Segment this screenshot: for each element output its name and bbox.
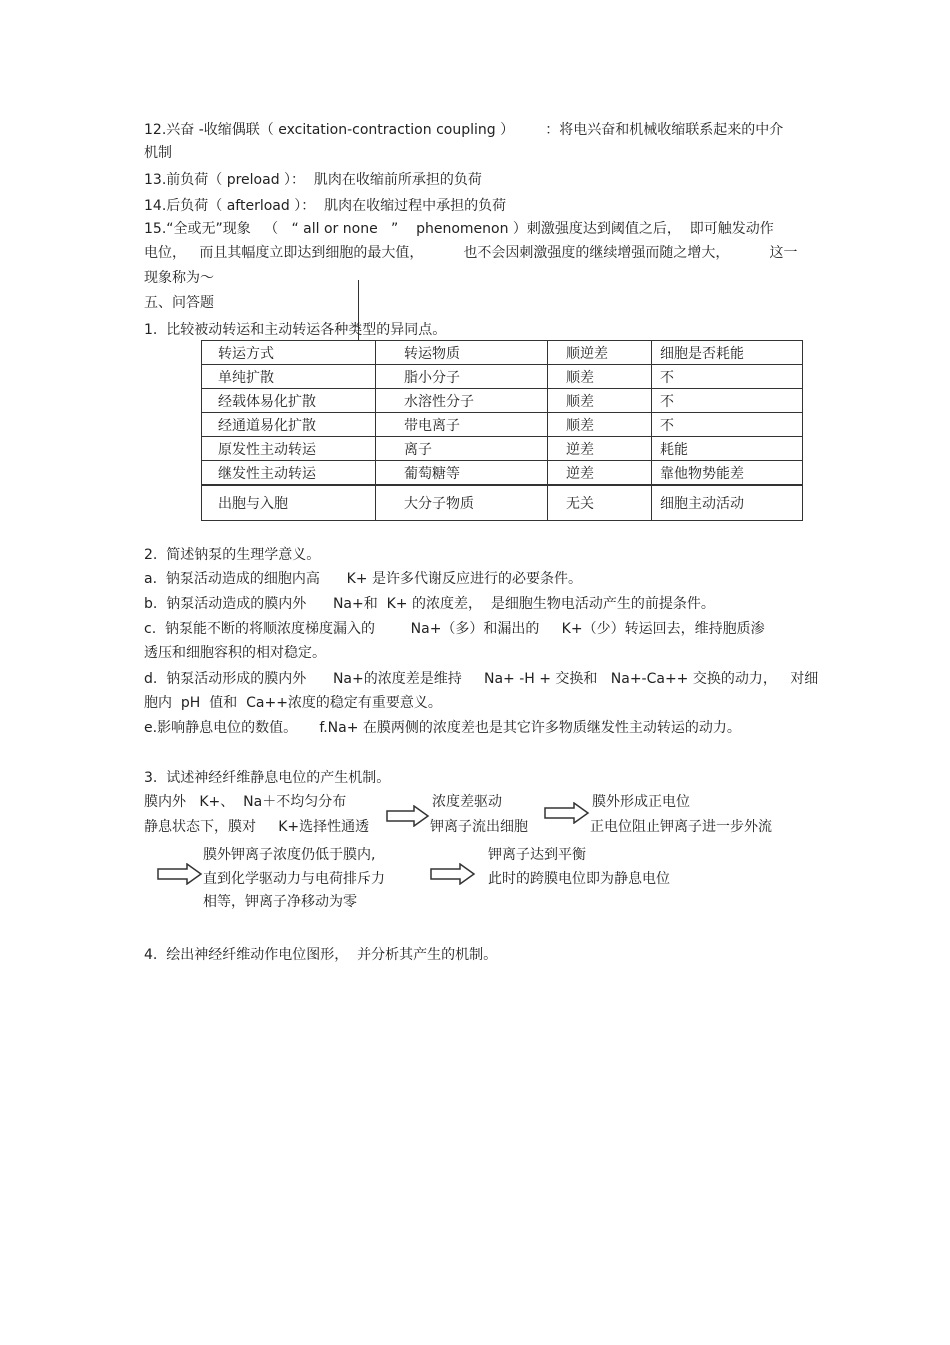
section-heading: 五、问答题	[144, 295, 214, 311]
right-arrow-icon	[386, 805, 430, 827]
flow-step-5-line1: 钾离子达到平衡	[488, 847, 586, 863]
table-row	[202, 389, 803, 413]
question-1: 1. 比较被动转运和主动转运各种类型的异同点。	[144, 322, 447, 338]
table-cell: 靠他物势能差	[652, 461, 803, 486]
flow-step-3-line2: 正电位阻止钾离子进一步外流	[590, 819, 772, 835]
table-header-cell: 转运物质	[376, 341, 548, 365]
table-row	[202, 485, 803, 521]
definition-14: 14.后负荷（ afterload ）： 肌肉在收缩过程中承担的负荷	[144, 198, 507, 214]
transport-table	[201, 340, 803, 521]
question-2-item-d-line1: d. 钠泵活动形成的膜内外 Na+的浓度差是维持 Na+ -H + 交换和 Na+-Ca++ 交换的动力， 对细	[144, 671, 819, 687]
flow-step-3-line1: 膜外形成正电位	[592, 794, 690, 810]
right-arrow-icon	[430, 863, 476, 885]
question-2-item-a: a. 钠泵活动造成的细胞内高 K+ 是许多代谢反应进行的必要条件。	[144, 571, 582, 587]
table-cell: 水溶性分子	[376, 389, 548, 413]
table-header-cell: 顺逆差	[548, 341, 652, 365]
definition-15-line3: 现象称为～	[144, 270, 214, 286]
question-4: 4. 绘出神经纤维动作电位图形， 并分析其产生的机制。	[144, 947, 498, 963]
table-cell: 耗能	[652, 437, 803, 461]
question-2-item-d-line2: 胞内 pH 值和 Ca++浓度的稳定有重要意义。	[144, 695, 442, 711]
table-cell: 原发性主动转运	[202, 437, 376, 461]
question-2-item-c-line1: c. 钠泵能不断的将顺浓度梯度漏入的 Na+（多）和漏出的 K+（少）转运回去，维持胞质渗	[144, 621, 765, 637]
table-cell: 离子	[376, 437, 548, 461]
flow-step-4-line1: 膜外钾离子浓度仍低于膜内,	[203, 847, 376, 863]
table-cell: 经载体易化扩散	[202, 389, 376, 413]
flow-step-5-line2: 此时的跨膜电位即为静息电位	[488, 871, 670, 887]
definition-12-line2: 机制	[144, 145, 172, 161]
question-2-title: 2. 简述钠泵的生理学意义。	[144, 547, 321, 563]
table-row	[202, 437, 803, 461]
table-cell: 葡萄糖等	[376, 461, 548, 486]
flow-step-4-line2: 直到化学驱动力与电荷排斥力	[203, 871, 385, 887]
table-cell: 无关	[548, 485, 652, 521]
right-arrow-icon	[544, 802, 590, 824]
flow-step-2-line1: 浓度差驱动	[432, 794, 502, 810]
table-row	[202, 461, 803, 486]
table-cell: 逆差	[548, 461, 652, 486]
question-2-item-b: b. 钠泵活动造成的膜内外 Na+和 K+ 的浓度差， 是细胞生物电活动产生的前提条件。	[144, 596, 715, 612]
table-cell: 顺差	[548, 365, 652, 389]
flow-step-1-line2: 静息状态下，膜对 K+选择性通透	[144, 819, 370, 835]
table-cell: 继发性主动转运	[202, 461, 376, 486]
table-header-cell: 转运方式	[202, 341, 376, 365]
table-cell: 逆差	[548, 437, 652, 461]
flow-step-2-line2: 钾离子流出细胞	[430, 819, 528, 835]
table-cell: 出胞与入胞	[202, 485, 376, 521]
table-cell: 单纯扩散	[202, 365, 376, 389]
question-3-title: 3. 试述神经纤维静息电位的产生机制。	[144, 770, 391, 786]
table-cell: 不	[652, 389, 803, 413]
table-cell: 大分子物质	[376, 485, 548, 521]
table-row	[202, 365, 803, 389]
table-cell: 不	[652, 413, 803, 437]
definition-13: 13.前负荷（ preload ）： 肌肉在收缩前所承担的负荷	[144, 172, 482, 188]
question-2-item-e-f: e.影响静息电位的数值。 f.Na+ 在膜两侧的浓度差也是其它许多物质继发性主动转运的动力。	[144, 720, 741, 736]
flow-step-1-line1: 膜内外 K+、 Na＋不均匀分布	[144, 794, 347, 810]
definition-15-line1: 15.“全或无”现象 （ “ all or none ” phenomenon ）刺激强度达到阈值之后， 即可触发动作	[144, 221, 774, 237]
table-header-row	[202, 341, 803, 365]
flow-step-4-line3: 相等，钾离子净移动为零	[203, 894, 357, 910]
definition-15-line2: 电位， 而且其幅度立即达到细胞的最大值， 也不会因刺激强度的继续增强而随之增大， 这一	[144, 245, 798, 261]
question-2-item-c-line2: 透压和细胞容积的相对稳定。	[144, 645, 326, 661]
table-row	[202, 413, 803, 437]
table-cell: 不	[652, 365, 803, 389]
table-cell: 顺差	[548, 413, 652, 437]
table-cell: 脂小分子	[376, 365, 548, 389]
table-cell: 顺差	[548, 389, 652, 413]
table-cell: 带电离子	[376, 413, 548, 437]
right-arrow-icon	[157, 863, 203, 885]
table-header-cell: 细胞是否耗能	[652, 341, 803, 365]
definition-12-line1: 12.兴奋 -收缩偶联（ excitation-contraction coupling ） ：将电兴奋和机械收缩联系起来的中介	[144, 122, 784, 138]
table-cell: 细胞主动活动	[652, 485, 803, 521]
table-cell: 经通道易化扩散	[202, 413, 376, 437]
